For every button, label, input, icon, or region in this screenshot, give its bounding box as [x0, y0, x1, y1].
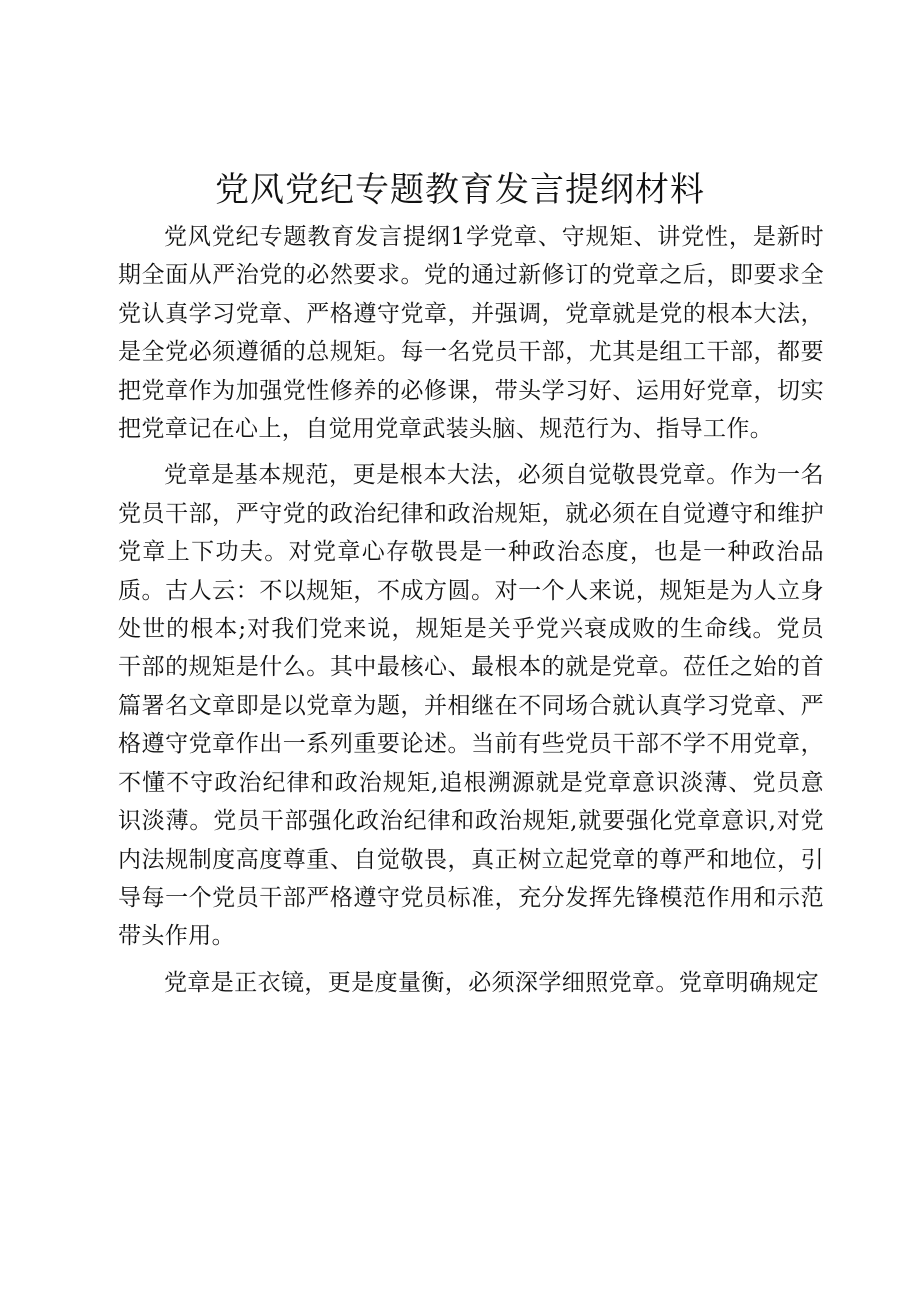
paragraph-3: 党章是正衣镜，更是度量衡，必须深学细照党章。党章明确规定 [164, 969, 820, 996]
paragraph-1: 党风党纪专题教育发言提纲1学党章、守规矩、讲党性，是新时期全面从严治党的必然要求。党的通过新修订的党章之后，即要求全党认真学习党章、严格遵守党章，并强调，党章就是党的根本大法，是全党必须遵循的总规矩。每一名党员干部，尤其是组工干部，都要把党章作为加强党性修养的必修课，带头学习好、运用好党章，切实把党章记在心上，自觉用党章武装头脑、规范行为、指导工作。 [118, 224, 824, 443]
document-body [118, 218, 824, 1002]
document-title: 党风党纪专题教育发言提纲材料 [215, 170, 705, 210]
paragraph-2: 党章是基本规范，更是根本大法，必须自觉敬畏党章。作为一名党员干部，严守党的政治纪律和政治规矩，就必须在自觉遵守和维护党章上下功夫。对党章心存敬畏是一种政治态度，也是一种政治品质。古人云：不以规矩，不成方圆。对一个人来说，规矩是为人立身处世的根本;对我们党来说，规矩是关乎党兴衰成败的生命线。党员干部的规矩是什么。其中最核心、最根本的就是党章。莅任之始的首篇署名文章即是以党章为题，并相继在不同场合就认真学习党章、严格遵守党章作出一系列重要论述。当前有些党员干部不学不用党章，不懂不守政治纪律和政治规矩,追根溯源就是党章意识淡薄、党员意识淡薄。党员干部强化政治纪律和政治规矩,就要强化党章意识,对党内法规制度高度尊重、自觉敬畏，真正树立起党章的尊严和地位，引导每一个党员干部严格遵守党员标准，充分发挥先锋模范作用和示范带头作用。 [118, 462, 824, 950]
